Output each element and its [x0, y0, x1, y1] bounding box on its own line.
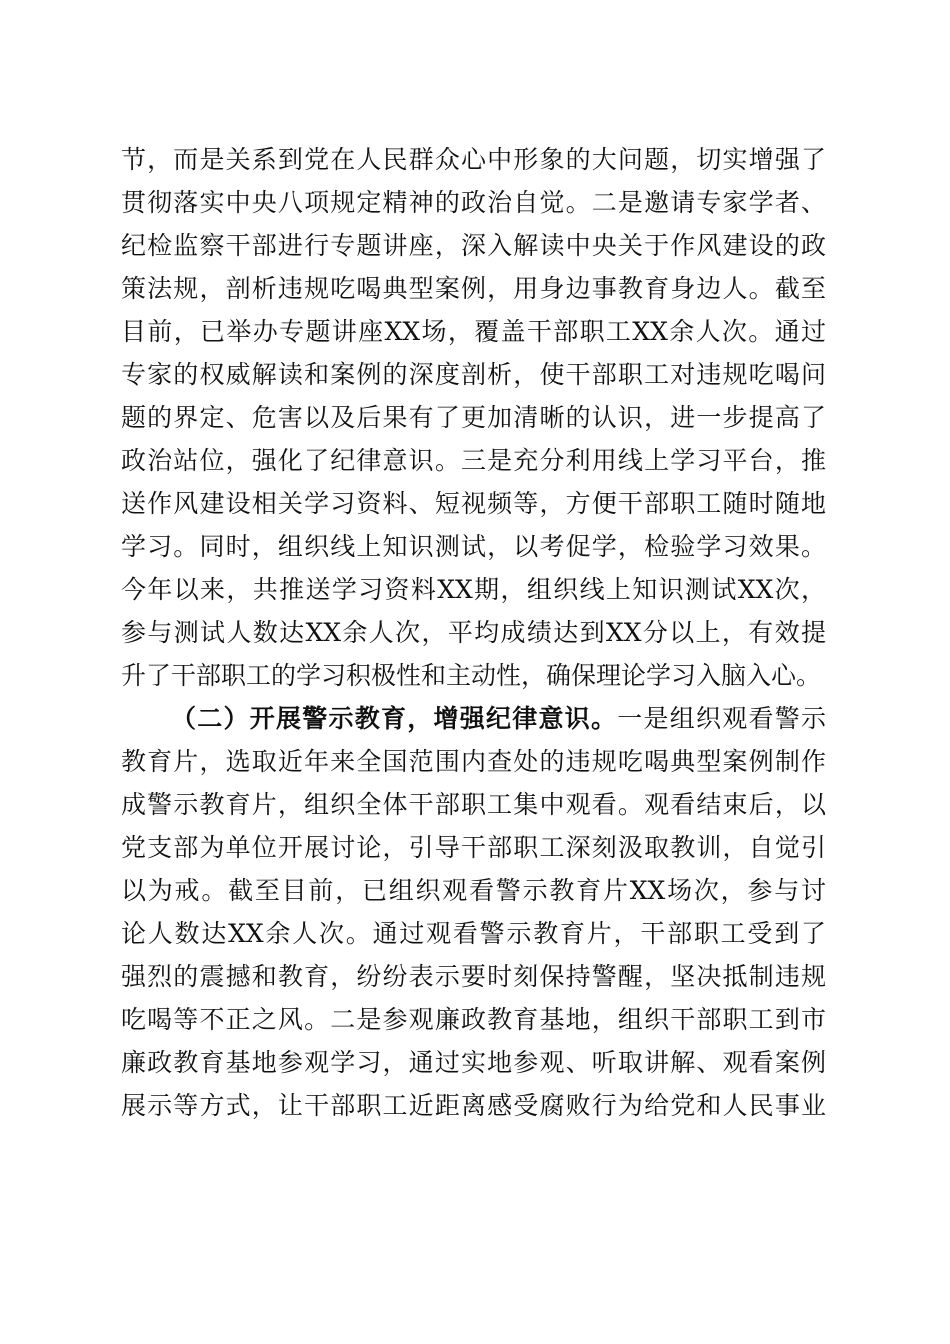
heading-line-rest: 一是组织观看警示: [617, 704, 826, 733]
paragraph-line: 学习。同时，组织线上知识测试，以考促学，检验学习效果。: [121, 532, 826, 561]
paragraph-line: 贯彻落实中央八项规定精神的政治自觉。二是邀请专家学者、: [121, 188, 826, 217]
paragraph-line: 吃喝等不正之风。二是参观廉政教育基地，组织干部职工到市: [121, 1005, 826, 1034]
section-heading: （二）开展警示教育，增强纪律意识。: [171, 704, 618, 733]
paragraph-line: 目前，已举办专题讲座XX场，覆盖干部职工XX余人次。通过: [121, 317, 826, 346]
paragraph-line: 纪检监察干部进行专题讲座，深入解读中央关于作风建设的政: [121, 231, 826, 260]
paragraph-line: 成警示教育片，组织全体干部职工集中观看。观看结束后，以: [121, 790, 826, 819]
paragraph-line: 以为戒。截至目前，已组织观看警示教育片XX场次，参与讨: [121, 876, 826, 905]
paragraph-line: 送作风建设相关学习资料、短视频等，方便干部职工随时随地: [121, 489, 826, 518]
body-text: [121, 138, 826, 1127]
paragraph-line: 政治站位，强化了纪律意识。三是充分利用线上学习平台，推: [121, 446, 826, 475]
paragraph-line: 题的界定、危害以及后果有了更加清晰的认识，进一步提高了: [121, 403, 826, 432]
section-heading-line: [121, 697, 826, 740]
paragraph-line: 强烈的震撼和教育，纷纷表示要时刻保持警醒，坚决抵制违规: [121, 962, 826, 991]
paragraph-line: 专家的权威解读和案例的深度剖析，使干部职工对违规吃喝问: [121, 360, 826, 389]
paragraph-line: 策法规，剖析违规吃喝典型案例，用身边事教育身边人。截至: [121, 274, 826, 303]
paragraph-line: 论人数达XX余人次。通过观看警示教育片，干部职工受到了: [121, 919, 826, 948]
paragraph-line: 节，而是关系到党在人民群众心中形象的大问题，切实增强了: [121, 145, 826, 174]
paragraph-line: 展示等方式，让干部职工近距离感受腐败行为给党和人民事业: [121, 1091, 826, 1120]
paragraph-line: 廉政教育基地参观学习，通过实地参观、听取讲解、观看案例: [121, 1048, 826, 1077]
paragraph-line: 升了干部职工的学习积极性和主动性，确保理论学习入脑入心。: [121, 661, 822, 690]
paragraph-line: 党支部为单位开展讨论，引导干部职工深刻汲取教训，自觉引: [121, 833, 826, 862]
paragraph-line: 今年以来，共推送学习资料XX期，组织线上知识测试XX次，: [121, 575, 826, 604]
paragraph-line: 参与测试人数达XX余人次，平均成绩达到XX分以上，有效提: [121, 618, 826, 647]
paragraph-line: 教育片，选取近年来全国范围内查处的违规吃喝典型案例制作: [121, 747, 826, 776]
